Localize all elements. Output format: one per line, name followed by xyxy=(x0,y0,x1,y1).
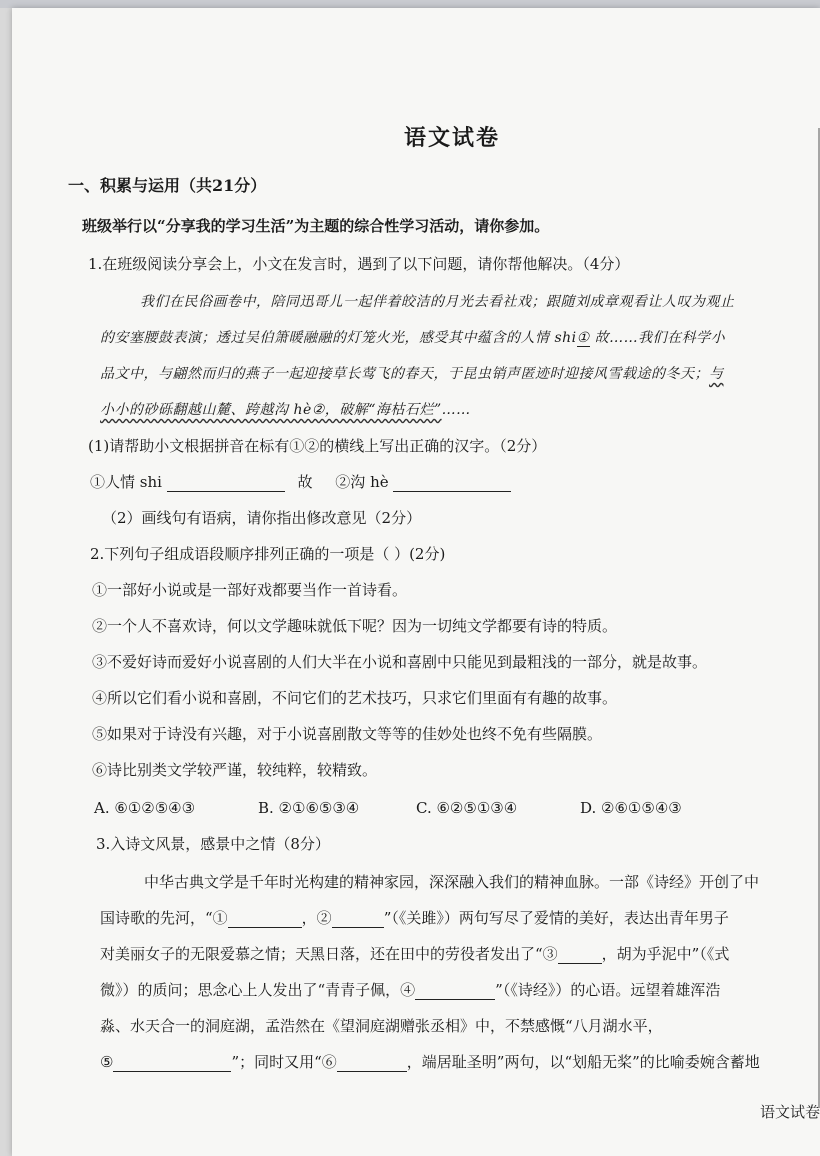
q2-sentence-6: ⑥诗比别类文学较严谨，较纯粹，较精致。 xyxy=(92,761,378,779)
q1-stem: 1.在班级阅读分享会上，小文在发言时，遇到了以下问题，请你帮他解决。（4分） xyxy=(88,255,630,273)
q1-passage-line-1: 我们在民俗画卷中，陪同迅哥儿一起伴着皎洁的月光去看社戏；跟随刘成章观看让人叹为观止 xyxy=(140,294,735,310)
q2-option-d[interactable]: D. ②⑥①⑤④③ xyxy=(580,799,682,817)
q2-sentence-1: ①一部好小说或是一部好戏都要当作一首诗看。 xyxy=(92,581,408,599)
passage-text: 的安塞腰鼓表演；透过吴伯箫暖融融的灯笼火光，感受其中蕴含的人情 shi xyxy=(100,330,577,346)
q1-passage-line-2 xyxy=(100,328,725,348)
q2-sentence-4: ④所以它们看小说和喜剧，不问它们的艺术技巧，只求它们里面有有趣的故事。 xyxy=(92,689,618,707)
answer-blank-q3-4[interactable] xyxy=(415,983,495,1000)
q2-option-a[interactable]: A. ⑥①②⑤④③ xyxy=(94,799,196,817)
q2-sentence-5: ⑤如果对于诗没有兴趣，对于小说喜剧散文等等的佳妙处也终不免有些隔膜。 xyxy=(92,725,603,743)
q2-option-c[interactable]: C. ⑥②⑤①③④ xyxy=(416,799,518,817)
q1-blanks-row xyxy=(90,472,511,492)
q3-text: 国诗歌的先河，“① xyxy=(100,909,228,927)
q1-sub1: (1)请帮助小文根据拼音在标有①②的横线上写出正确的汉字。（2分） xyxy=(88,437,547,455)
q2-sentence-3: ③不爱好诗而爱好小说喜剧的人们大半在小说和喜剧中只能见到最粗浅的一部分，就是故事。 xyxy=(92,653,708,671)
answer-blank-q3-6[interactable] xyxy=(337,1055,407,1072)
q3-text: ，胡为乎泥中”（《式 xyxy=(601,945,730,963)
q2-option-b[interactable]: B. ②①⑥⑤③④ xyxy=(258,799,360,817)
q3-line-6 xyxy=(100,1052,760,1072)
q3-text: ”；同时又用“⑥ xyxy=(231,1053,337,1071)
answer-blank-2[interactable] xyxy=(393,475,511,492)
passage-text: 品文中，与翩然而归的燕子一起迎接草长莺飞的春天，于昆虫销声匿迹时迎接风雪载途的冬天； xyxy=(100,366,709,382)
scan-top-strip xyxy=(0,0,820,8)
underlined-text: 与 xyxy=(709,366,724,382)
q2-sentence-2: ②一个人不喜欢诗，何以文学趣味就低下呢？因为一切纯文学都要有诗的特质。 xyxy=(92,617,618,635)
blank-mark-1: ① xyxy=(576,330,590,346)
q3-text: ，端居耻圣明”两句，以“划船无桨”的比喻委婉含蓄地 xyxy=(406,1053,760,1071)
answer-blank-q3-2[interactable] xyxy=(332,911,384,928)
q3-line-5: 淼、水天合一的洞庭湖，孟浩然在《望洞庭湖赠张丞相》中，不禁感慨“八月湖水平， xyxy=(100,1017,663,1035)
answer-blank-q3-1[interactable] xyxy=(228,911,302,928)
answer-blank-q3-5[interactable] xyxy=(113,1055,231,1072)
answer-blank-1[interactable] xyxy=(167,475,285,492)
q3-text: 对美丽女子的无限爱慕之情；天黑日落，还在田中的劳役者发出了“③ xyxy=(100,945,558,963)
answer-blank-q3-3[interactable] xyxy=(558,947,602,964)
q3-line-3 xyxy=(100,944,729,964)
blank1-label: ①人情 shi xyxy=(90,473,162,491)
page-footer: 语文试卷 xyxy=(760,1103,820,1121)
q1-sub2: （2）画线句有语病，请你指出修改意见（2分） xyxy=(102,509,422,527)
q3-text: ”（《关雎》）两句写尽了爱情的美好，表达出青年男子 xyxy=(383,909,729,927)
blank2-label: ②沟 hè xyxy=(335,473,389,491)
passage-text-end: 故……我们在科学小 xyxy=(589,330,726,346)
exam-page xyxy=(12,8,820,1156)
q1-passage-line-4 xyxy=(100,400,471,420)
q2-stem: 2.下列句子组成语段顺序排列正确的一项是（ ）(2分) xyxy=(90,545,446,563)
section-heading: 一、积累与运用（共21分） xyxy=(68,176,267,195)
blank1-after: 故 xyxy=(297,473,313,491)
page-title: 语文试卷 xyxy=(404,125,501,151)
q3-line-4 xyxy=(100,980,720,1000)
q3-line-2 xyxy=(100,908,729,928)
q3-text: 微》）的质问；思念心上人发出了“青青子佩，④ xyxy=(100,981,416,999)
q1-passage-line-3 xyxy=(100,364,724,384)
q3-text: ”（《诗经》）的心语。远望着雄浑浩 xyxy=(495,981,721,999)
flawed-sentence: 小小的砂砾翻越山麓、跨越沟 hè②，破解“海枯石烂” xyxy=(100,402,442,418)
section-intro: 班级举行以“分享我的学习生活”为主题的综合性学习活动，请你参加。 xyxy=(82,217,550,235)
passage-text-end: …… xyxy=(441,402,471,418)
q3-line-1: 中华古典文学是千年时光构建的精神家园，深深融入我们的精神血脉。一部《诗经》开创了中 xyxy=(144,873,760,891)
q3-text: ，② xyxy=(301,909,332,927)
q3-stem: 3.入诗文风景，感景中之情（8分） xyxy=(96,835,330,853)
q3-text: ⑤ xyxy=(100,1053,114,1071)
